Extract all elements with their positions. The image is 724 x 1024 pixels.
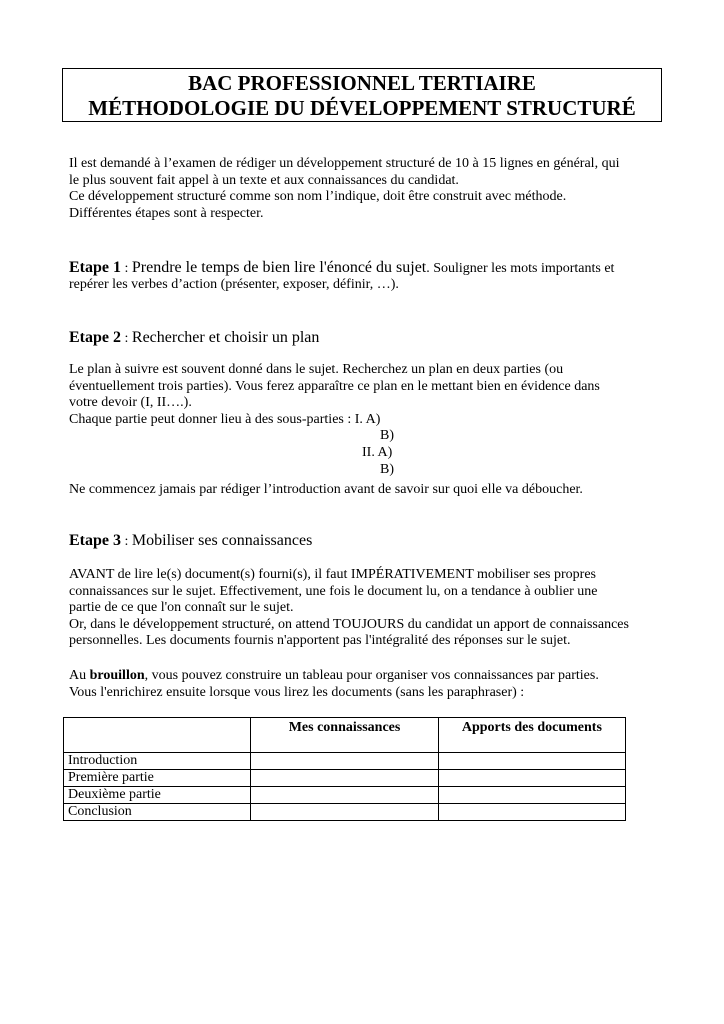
etape-2-label: Etape 2 bbox=[69, 329, 121, 346]
table-row bbox=[64, 770, 626, 787]
intro-line: le plus souvent fait appel à un texte et aux connaissances du candidat. bbox=[69, 172, 459, 188]
table-cell bbox=[251, 787, 439, 804]
etape-3-line bbox=[69, 668, 659, 685]
knowledge-table bbox=[63, 717, 626, 821]
table-cell bbox=[438, 804, 625, 821]
etape-2-heading bbox=[69, 328, 669, 349]
etape-2-line: Chaque partie peut donner lieu à des sous-parties : I. A) bbox=[69, 411, 381, 427]
table-row bbox=[64, 753, 626, 770]
etape-2-title: Rechercher et choisir un plan bbox=[131, 329, 320, 346]
etape-3-label: Etape 3 bbox=[69, 532, 121, 549]
etape-2-separator: : bbox=[121, 331, 132, 346]
table-cell bbox=[251, 770, 439, 787]
title-line-1: BAC PROFESSIONNEL TERTIAIRE bbox=[188, 71, 536, 95]
table-header-empty bbox=[64, 718, 251, 753]
plan-sub-b1: B) bbox=[380, 428, 394, 443]
etape-3-line: partie de ce que l'on connaît sur le sujet. bbox=[69, 600, 294, 615]
plan-sub-ii: II. A) bbox=[362, 445, 393, 460]
etape-2-line: éventuellement trois parties). Vous ferez apparaître ce plan en le mettant bien en évidence dans bbox=[69, 378, 600, 394]
row-label: Introduction bbox=[64, 753, 251, 770]
etape-2-line: votre devoir (I, II….). bbox=[69, 395, 192, 410]
etape-3-line: Or, dans le développement structuré, on attend TOUJOURS du candidat un apport de connaissances bbox=[69, 616, 629, 632]
table-cell bbox=[251, 753, 439, 770]
table-cell bbox=[438, 770, 625, 787]
row-label: Deuxième partie bbox=[64, 787, 251, 804]
etape-3-line: AVANT de lire le(s) document(s) fourni(s), il faut IMPÉRATIVEMENT mobiliser ses propres bbox=[69, 567, 596, 582]
etape-2-line: Le plan à suivre est souvent donné dans le sujet. Recherchez un plan en deux parties (ou bbox=[69, 362, 564, 377]
brouillon-prefix: Au bbox=[69, 668, 90, 683]
etape-1-separator: : bbox=[121, 261, 132, 276]
etape-3-separator: : bbox=[121, 534, 132, 549]
etape-3-line: connaissances sur le sujet. Effectivement, une fois le document lu, on a tendance à oublier une bbox=[69, 583, 598, 599]
etape-1-title: Prendre le temps de bien lire l'énoncé du sujet bbox=[131, 259, 427, 276]
table-header-row bbox=[64, 718, 626, 753]
table-header-apports: Apports des documents bbox=[438, 718, 625, 753]
row-label: Première partie bbox=[64, 770, 251, 787]
intro-line: Il est demandé à l’examen de rédiger un développement structuré de 10 à 15 lignes en général, qui bbox=[69, 156, 620, 171]
title-box bbox=[62, 68, 662, 122]
etape-3-line: personnelles. Les documents fournis n'apportent pas l'intégralité des réponses sur le sujet. bbox=[69, 633, 571, 648]
etape-1-heading bbox=[69, 258, 669, 279]
etape-1-continuation bbox=[69, 277, 659, 294]
table-cell bbox=[438, 753, 625, 770]
etape-3-heading bbox=[69, 531, 669, 552]
etape-2-paragraph bbox=[69, 362, 659, 428]
table-row bbox=[64, 787, 626, 804]
etape-3-paragraph-2 bbox=[69, 668, 659, 701]
etape-1-extra: . Souligner les mots importants et bbox=[426, 261, 615, 276]
row-label: Conclusion bbox=[64, 804, 251, 821]
intro-line: Ce développement structuré comme son nom l’indique, doit être construit avec méthode. bbox=[69, 189, 567, 204]
etape-3-line: Vous l'enrichirez ensuite lorsque vous lirez les documents (sans les paraphraser) : bbox=[69, 684, 525, 700]
intro-line: Différentes étapes sont à respecter. bbox=[69, 205, 264, 221]
etape-1-line: repérer les verbes d’action (présenter, exposer, définir, …). bbox=[69, 277, 399, 292]
brouillon-suffix: , vous pouvez construire un tableau pour organiser vos connaissances par parties. bbox=[144, 668, 599, 683]
etape-2-closing-line: Ne commencez jamais par rédiger l’introduction avant de savoir sur quoi elle va déboucher. bbox=[69, 482, 583, 497]
table-row bbox=[64, 804, 626, 821]
brouillon-bold: brouillon bbox=[89, 668, 145, 683]
etape-3-paragraph-1 bbox=[69, 567, 659, 650]
table-cell bbox=[438, 787, 625, 804]
etape-2-closing bbox=[69, 482, 659, 499]
etape-3-title: Mobiliser ses connaissances bbox=[131, 532, 313, 549]
title-line-2: MÉTHODOLOGIE DU DÉVELOPPEMENT STRUCTURÉ bbox=[88, 96, 636, 120]
etape-1-label: Etape 1 bbox=[69, 259, 121, 276]
table-header-connaissances: Mes connaissances bbox=[251, 718, 439, 753]
table-cell bbox=[251, 804, 439, 821]
intro-paragraph bbox=[69, 156, 659, 222]
plan-sub-b2: B) bbox=[380, 462, 394, 477]
